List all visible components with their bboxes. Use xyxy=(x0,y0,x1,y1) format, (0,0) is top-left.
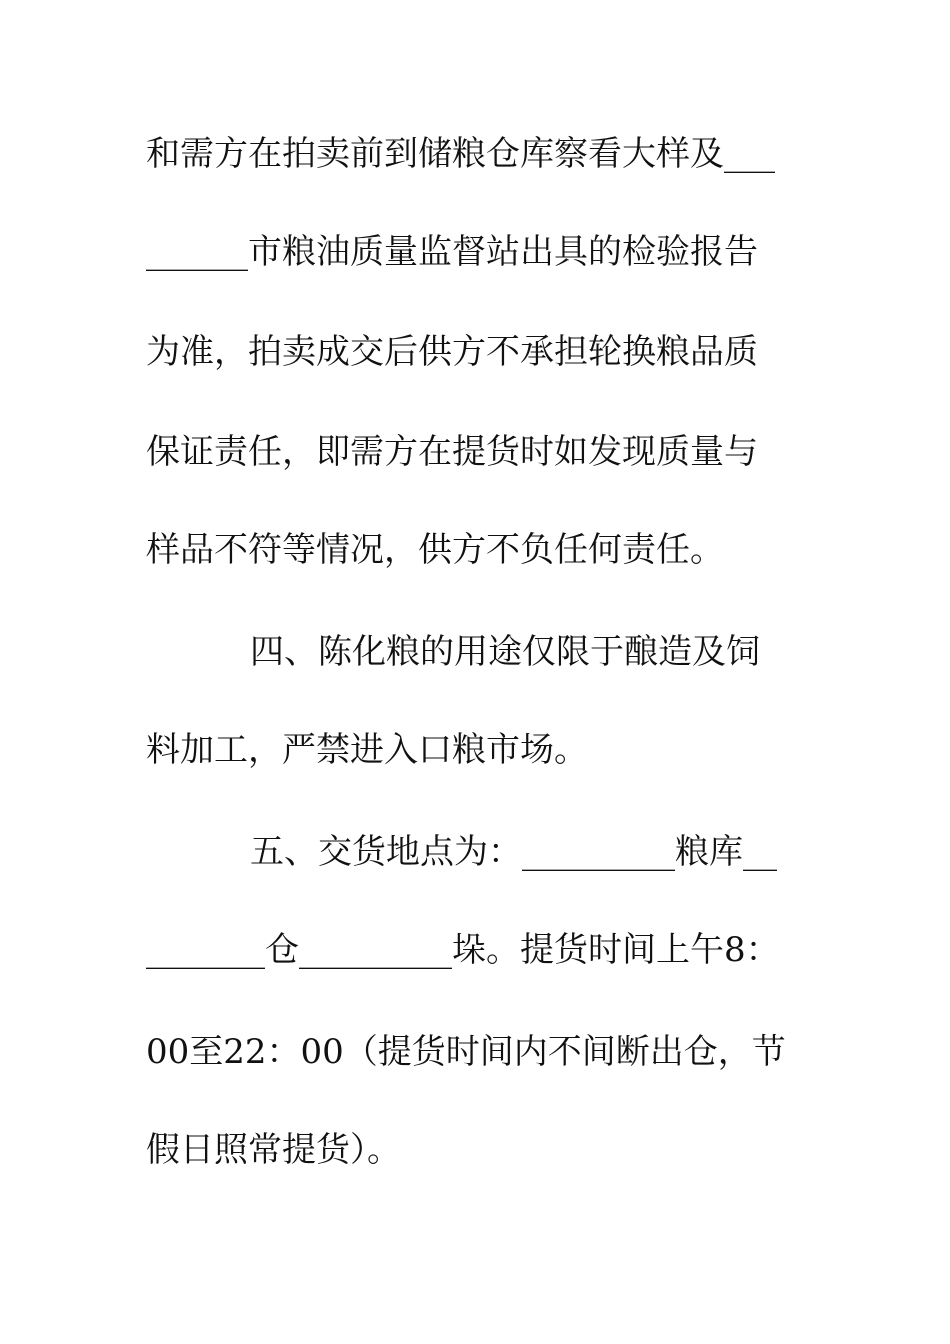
text-line: 保证责任，即需方在提货时如发现质量与 xyxy=(146,432,758,472)
text-line: 样品不符等情况，供方不负任何责任。 xyxy=(146,530,724,570)
paragraph-five-line: 五、交货地点为：_________粮库__ xyxy=(250,832,777,872)
text-line: 为准，拍卖成交后供方不承担轮换粮品质 xyxy=(146,332,758,372)
text-line: _______仓_________垛。提货时间上午8： xyxy=(146,930,780,970)
text-line: ______市粮油质量监督站出具的检验报告 xyxy=(146,232,758,272)
text-line: 00至22：00（提货时间内不间断出仓，节 xyxy=(146,1032,786,1072)
paragraph-four-line: 四、陈化粮的用途仅限于酿造及饲 xyxy=(250,632,760,672)
text-line: 假日照常提货）。 xyxy=(146,1130,401,1170)
text-line: 和需方在拍卖前到储粮仓库察看大样及___ xyxy=(146,134,775,174)
text-line: 料加工，严禁进入口粮市场。 xyxy=(146,730,588,770)
